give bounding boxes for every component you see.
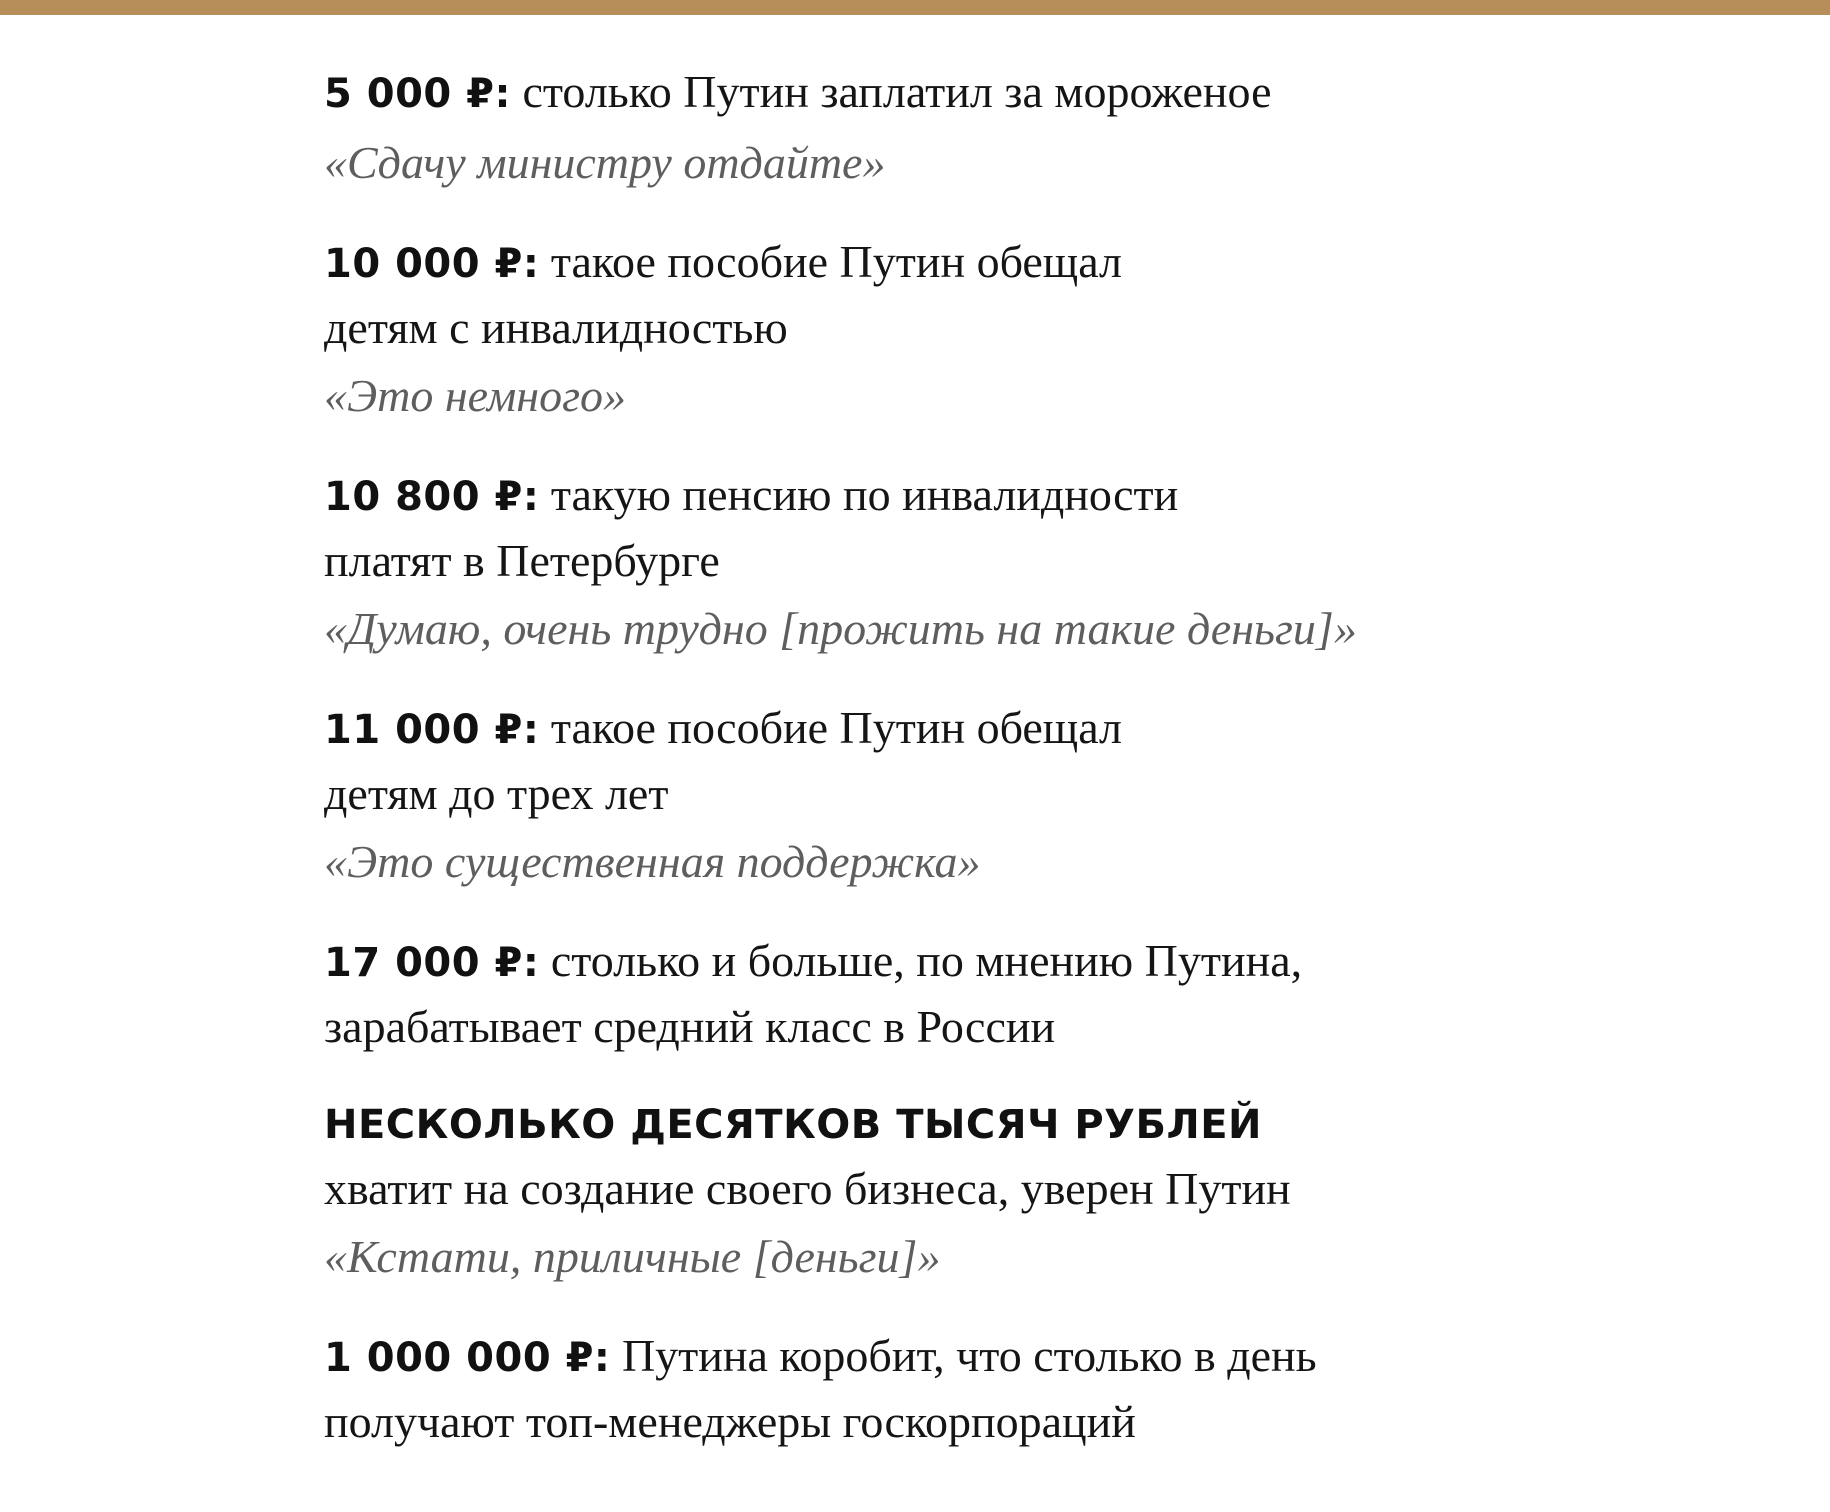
statement-text: Путина коробит, что столько в день (610, 1330, 1317, 1381)
statement-text-continued: хватит на создание своего бизнеса, уверен Путин (324, 1163, 1291, 1214)
statement-text: такое пособие Путин обещал (539, 236, 1123, 287)
amount-label: 11 000 ₽: (324, 707, 540, 753)
statement-text-continued: детям с инвалидностью (324, 302, 788, 353)
item-statement (324, 60, 1624, 126)
statement-text: такую пенсию по инвалидности (539, 469, 1179, 520)
statement-text: столько Путин заплатил за мороженое (511, 66, 1272, 117)
item-statement (324, 1324, 1624, 1390)
statement-text-continued: зарабатывает средний класс в России (324, 1001, 1056, 1052)
amount-label: 17 000 ₽: (324, 940, 540, 986)
list-item (324, 230, 1624, 427)
statement-text: столько и больше, по мнению Путина, (539, 935, 1303, 986)
list-item (324, 929, 1624, 1058)
putin-quote: «Сдачу министру отдайте» (324, 137, 886, 188)
list-item (324, 1324, 1624, 1453)
amount-label: 1 000 000 ₽: (324, 1335, 611, 1381)
statement-text-continued: детям до трех лет (324, 768, 669, 819)
amount-label: 10 800 ₽: (324, 474, 540, 520)
list-item (324, 1094, 1624, 1288)
item-statement (324, 696, 1624, 762)
putin-quote: «Это немного» (324, 370, 627, 421)
top-accent-bar (0, 0, 1830, 15)
statement-text-continued: платят в Петербурге (324, 535, 720, 586)
amount-label: 10 000 ₽: (324, 241, 540, 287)
item-statement (324, 929, 1624, 995)
item-statement (324, 230, 1624, 296)
putin-quote: «Это существенная поддержка» (324, 836, 981, 887)
putin-quote: «Думаю, очень трудно [прожить на такие деньги]» (324, 603, 1357, 654)
amounts-list (324, 60, 1624, 1489)
putin-quote: «Кстати, приличные [деньги]» (324, 1231, 941, 1282)
amount-heading: НЕСКОЛЬКО ДЕСЯТКОВ ТЫСЯЧ РУБЛЕЙ (324, 1102, 1262, 1148)
statement-text: такое пособие Путин обещал (539, 702, 1123, 753)
statement-text-continued: получают топ-менеджеры госкорпораций (324, 1396, 1136, 1447)
amount-label: 5 000 ₽: (324, 71, 512, 117)
list-item (324, 463, 1624, 660)
list-item (324, 60, 1624, 194)
item-statement (324, 463, 1624, 529)
list-item (324, 696, 1624, 893)
